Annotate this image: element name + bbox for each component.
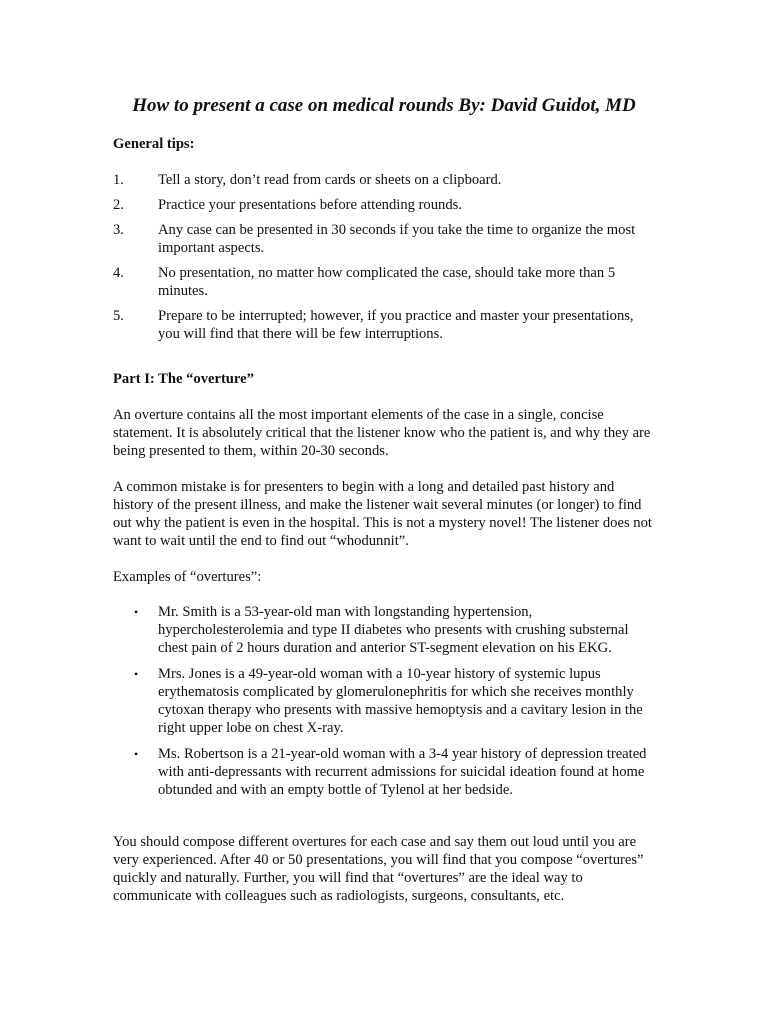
example-text: Mr. Smith is a 53-year-old man with longstanding hypertension, hypercholesterolemia and type II diabetes who presents with crushing substernal chest pain of 2 hours duration and anterior ST-segment elevation on his EKG. [158, 604, 629, 656]
tip-item [113, 307, 658, 343]
tip-item [113, 221, 658, 257]
bullet-icon: • [134, 747, 139, 761]
tip-number: 1. [113, 172, 124, 188]
tip-number: 5. [113, 308, 124, 324]
examples-label: Examples of “overtures”: [113, 569, 262, 585]
tip-text: No presentation, no matter how complicated the case, should take more than 5 minutes. [158, 265, 616, 299]
general-tips-list [113, 171, 658, 350]
tip-number: 4. [113, 265, 124, 281]
tip-item [113, 171, 658, 189]
part1-heading: Part I: The “overture” [113, 371, 254, 387]
overture-definition-paragraph: An overture contains all the most important elements of the case in a single, concise statement. It is absolutely critical that the listener know who the patient is, and why they are being presented to them, within 20-30 seconds. [113, 407, 651, 459]
common-mistake-paragraph: A common mistake is for presenters to begin with a long and detailed past history and history of the present illness, and make the listener wait several minutes (or longer) to find out why the patient is even in the hospital. This is not a mystery novel! The listener does not want to wait until the end to find out “whodunnit”. [113, 479, 652, 549]
tip-text: Any case can be presented in 30 seconds if you take the time to organize the most important aspects. [158, 222, 636, 256]
example-text: Mrs. Jones is a 49-year-old woman with a 10-year history of systemic lupus erythematosis complicated by glomerulonephritis for which she receives monthly cytoxan therapy who presents with massive hemoptysis and a cavitary lesion in the right upper lobe on chest X-ray. [158, 666, 643, 736]
bullet-icon: • [134, 605, 139, 619]
general-tips-heading: General tips: [113, 136, 195, 152]
tip-number: 2. [113, 197, 124, 213]
tip-text: Tell a story, don’t read from cards or sheets on a clipboard. [158, 172, 502, 188]
example-text: Ms. Robertson is a 21-year-old woman with a 3-4 year history of depression treated with anti-depressants with recurrent admissions for suicidal ideation found at home obtunded and with an empty bottle of Tylenol at her bedside. [158, 746, 647, 798]
compose-overtures-paragraph: You should compose different overtures for each case and say them out loud until you are very experienced. After 40 or 50 presentations, you will find that you compose “overtures” quickly and naturally. Further, you will find that “overtures” are the ideal way to communicate with colleagues such as radiologists, surgeons, consultants, etc. [113, 834, 644, 904]
tip-number: 3. [113, 222, 124, 238]
overture-examples-list [113, 603, 658, 807]
bullet-icon: • [134, 667, 139, 681]
tip-item [113, 264, 658, 300]
tip-text: Prepare to be interrupted; however, if you practice and master your presentations, you will find that there will be few interruptions. [158, 308, 634, 342]
document-title: How to present a case on medical rounds By: David Guidot, MD [132, 95, 636, 116]
example-item [113, 603, 658, 657]
tip-text: Practice your presentations before attending rounds. [158, 197, 462, 213]
example-item [113, 745, 658, 799]
example-item [113, 665, 658, 737]
tip-item [113, 196, 658, 214]
